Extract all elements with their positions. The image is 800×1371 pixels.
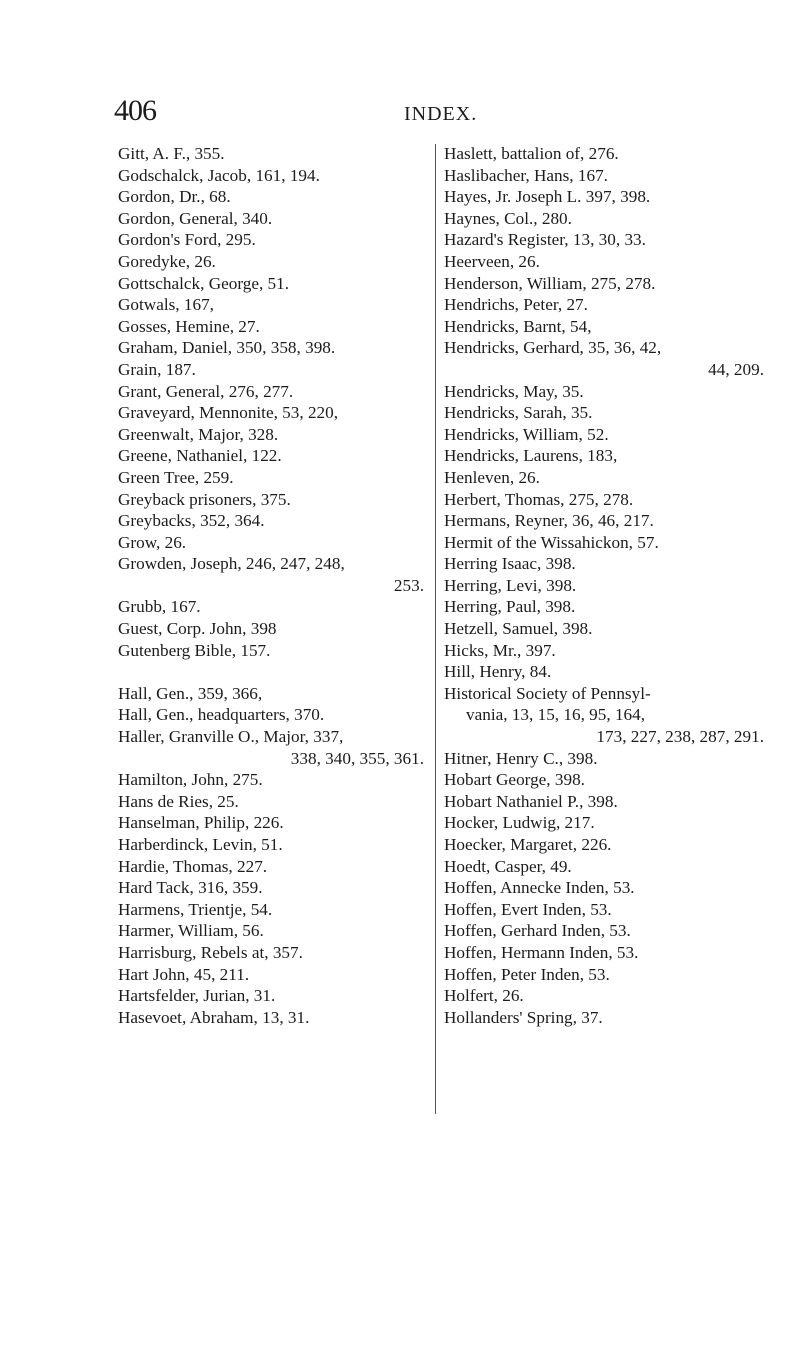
index-entry: Guest, Corp. John, 398 — [118, 619, 277, 639]
index-entry: Grant, General, 276, 277. — [118, 381, 294, 401]
index-entry: Gutenberg Bible, 157. — [118, 640, 271, 660]
index-entry-continuation: 338, 340, 355, 361. — [290, 748, 424, 768]
index-entry: Historical Society of Pennsyl- — [444, 683, 651, 703]
letter-group-gap — [118, 661, 430, 683]
index-entry: Grubb, 167. — [118, 597, 201, 617]
index-entry: Hobart Nathaniel P., 398. — [444, 791, 618, 811]
index-entry: Hendricks, William, 52. — [444, 424, 609, 444]
index-entry: Hoecker, Margaret, 226. — [444, 835, 612, 854]
index-entry: Gordon's Ford, 295. — [118, 230, 256, 250]
index-column-right — [444, 143, 770, 1028]
index-entry: Hendrichs, Peter, 27. — [444, 295, 588, 315]
index-entry: Gosses, Hemine, 27. — [118, 316, 260, 336]
index-entry: Gitt, A. F., 355. — [118, 144, 225, 163]
index-entry: Hill, Henry, 84. — [444, 662, 552, 682]
page-header — [0, 96, 800, 136]
index-entry: Hermans, Reyner, 36, 46, 217. — [444, 511, 654, 531]
index-entry: Hard Tack, 316, 359. — [118, 878, 263, 898]
index-entry: Herring, Paul, 398. — [444, 597, 576, 617]
index-entry: Hall, Gen., headquarters, 370. — [118, 705, 325, 725]
index-entry: Haynes, Col., 280. — [444, 208, 572, 228]
index-entry-continuation: 253. — [393, 575, 424, 595]
index-entry: Hendricks, May, 35. — [444, 381, 584, 401]
index-entry: Hayes, Jr. Joseph L. 397, 398. — [444, 187, 651, 207]
index-entry: Hartsfelder, Jurian, 31. — [118, 986, 276, 1006]
index-entry: Hart John, 45, 211. — [118, 964, 250, 984]
index-entry: Grain, 187. — [118, 359, 196, 379]
index-entry: Hoffen, Evert Inden, 53. — [444, 899, 612, 919]
index-entry: Harberdinck, Levin, 51. — [118, 835, 283, 854]
index-entry: Hicks, Mr., 397. — [444, 640, 556, 660]
index-entry: Harrisburg, Rebels at, 357. — [118, 942, 303, 962]
running-title: INDEX. — [404, 103, 478, 125]
index-entry: Gotwals, 167, — [118, 295, 214, 315]
index-entry: Hetzell, Samuel, 398. — [444, 619, 593, 639]
index-entry: Hoffen, Peter Inden, 53. — [444, 964, 610, 984]
index-entry: Hardie, Thomas, 227. — [118, 856, 268, 876]
index-entry: Henderson, William, 275, 278. — [444, 273, 656, 293]
index-entry-continuation: 173, 227, 238, 287, 291. — [596, 727, 764, 747]
index-entry: Haller, Granville O., Major, 337, — [118, 727, 344, 747]
index-entry: Harmens, Trientje, 54. — [118, 899, 273, 919]
index-entry: Goredyke, 26. — [118, 251, 216, 271]
index-entry: Gordon, Dr., 68. — [118, 187, 231, 207]
index-entry: Hobart George, 398. — [444, 770, 585, 790]
index-entry: Godschalck, Jacob, 161, 194. — [118, 165, 320, 185]
index-entry: Hoedt, Casper, 49. — [444, 856, 572, 876]
index-entry: Herring Isaac, 398. — [444, 554, 576, 574]
index-entry: Gottschalck, George, 51. — [118, 273, 290, 293]
index-entry: Gordon, General, 340. — [118, 208, 273, 228]
index-entry: Greenwalt, Major, 328. — [118, 424, 279, 444]
page-number: 406 — [114, 94, 156, 127]
index-entry: Hall, Gen., 359, 366, — [118, 683, 263, 703]
index-entry: Hitner, Henry C., 398. — [444, 748, 598, 768]
index-entry: Hamilton, John, 275. — [118, 770, 263, 790]
index-entry: Greybacks, 352, 364. — [118, 511, 265, 531]
index-entry: Hazard's Register, 13, 30, 33. — [444, 230, 646, 250]
index-entry: Grow, 26. — [118, 532, 187, 552]
index-entry: Hanselman, Philip, 226. — [118, 813, 284, 833]
column-divider — [435, 144, 436, 1114]
index-entry: Hoffen, Hermann Inden, 53. — [444, 942, 639, 962]
index-entry: Harmer, William, 56. — [118, 921, 264, 941]
index-entry-continuation: 44, 209. — [708, 359, 764, 379]
index-entry: Holfert, 26. — [444, 986, 524, 1006]
index-entry: Greyback prisoners, 375. — [118, 489, 291, 509]
index-entry: Green Tree, 259. — [118, 467, 234, 487]
index-entry: Hocker, Ludwig, 217. — [444, 813, 595, 833]
index-entry: Hollanders' Spring, 37. — [444, 1007, 603, 1027]
index-column-left — [118, 143, 430, 1028]
index-entry: Hendricks, Laurens, 183, — [444, 446, 618, 466]
index-entry: Haslett, battalion of, 276. — [444, 144, 619, 163]
index-entry: Hoffen, Gerhard Inden, 53. — [444, 921, 631, 941]
index-entry: Hasevoet, Abraham, 13, 31. — [118, 1007, 310, 1027]
index-entry-continuation: vania, 13, 15, 16, 95, 164, — [466, 705, 646, 725]
index-entry: Hermit of the Wissahickon, 57. — [444, 532, 659, 552]
index-entry: Henleven, 26. — [444, 467, 540, 487]
index-entry: Heerveen, 26. — [444, 251, 540, 271]
index-entry: Growden, Joseph, 246, 247, 248, — [118, 554, 345, 574]
index-entry: Hendricks, Barnt, 54, — [444, 316, 592, 336]
index-entry: Hendricks, Gerhard, 35, 36, 42, — [444, 338, 662, 358]
index-entry: Hendricks, Sarah, 35. — [444, 403, 593, 423]
index-entry: Hoffen, Annecke Inden, 53. — [444, 878, 635, 898]
index-entry: Herbert, Thomas, 275, 278. — [444, 489, 634, 509]
index-entry: Herring, Levi, 398. — [444, 575, 577, 595]
index-entry: Graham, Daniel, 350, 358, 398. — [118, 338, 336, 358]
index-entry: Hans de Ries, 25. — [118, 791, 239, 811]
index-entry: Haslibacher, Hans, 167. — [444, 165, 608, 185]
index-entry: Greene, Nathaniel, 122. — [118, 446, 282, 466]
index-entry: Graveyard, Mennonite, 53, 220, — [118, 403, 339, 423]
